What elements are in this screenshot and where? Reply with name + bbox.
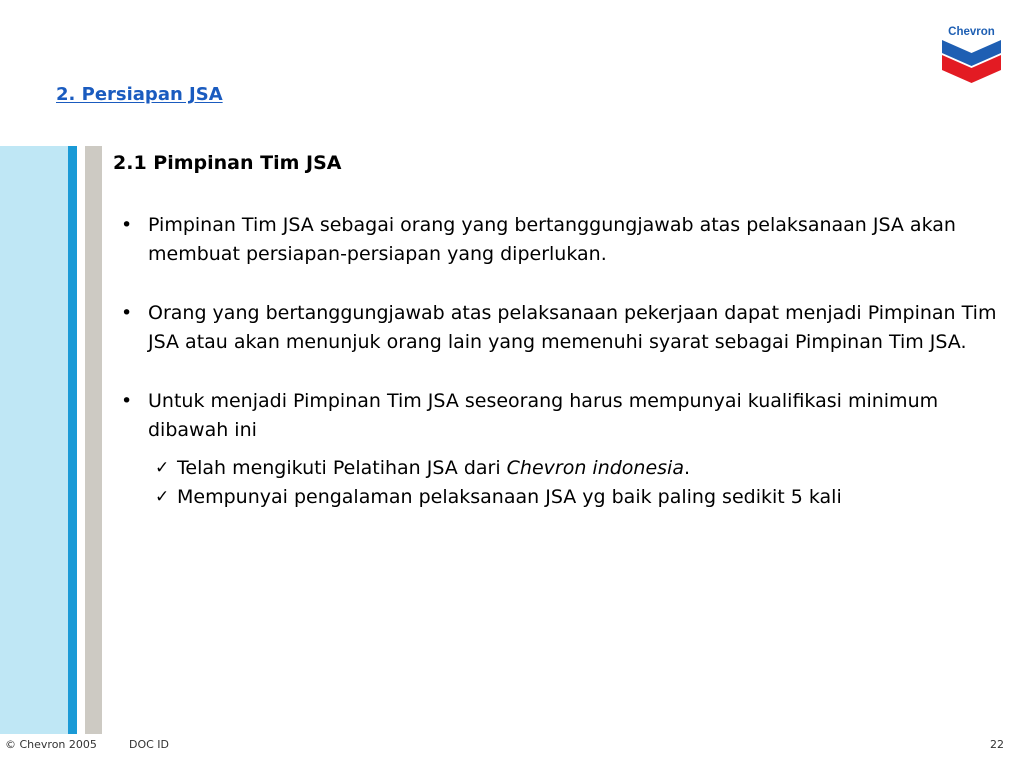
decor-band-light-blue [0,146,68,734]
requirement-text-prefix: Telah mengikuti Pelatihan JSA dari [177,457,507,479]
section-title: 2. Persiapan JSA [56,84,223,105]
checkmark-icon: ✓ [155,487,170,507]
bullet-text: Untuk menjadi Pimpinan Tim JSA seseorang harus mempunyai kualifikasi minimum dibawah ini [148,390,939,441]
logo-wordmark: Chevron [948,26,995,38]
footer-copyright: © Chevron 2005 [5,738,97,751]
footer-doc-id: DOC ID [129,738,170,751]
requirement-text-suffix: . [683,457,691,479]
chevron-logo [941,24,1002,84]
requirement-item [113,454,887,483]
requirement-emphasis: Chevron indonesia [506,457,684,479]
slide-content [113,148,997,512]
subtitle: 2.1 Pimpinan Tim JSA [113,152,342,174]
bullet-dot-icon: • [121,302,133,324]
requirement-list [113,454,983,512]
requirement-text: Mempunyai pengalaman pelaksanaan JSA yg baik paling sedikit 5 kali [177,486,842,508]
decor-band-gray [85,146,102,734]
bullet-text: Orang yang bertanggungjawab atas pelaksanaan pekerjaan dapat menjadi Pimpinan Tim JSA atau akan menunjuk orang lain yang memenuhi syarat sebagai Pimpinan Tim JSA. [148,302,997,353]
decor-band-blue [68,146,77,734]
bullet-item [113,299,1008,357]
bullet-dot-icon: • [121,390,133,412]
bullet-dot-icon: • [121,214,133,236]
requirement-item [113,483,887,512]
bullet-list [113,211,997,445]
bullet-item [113,387,1008,445]
checkmark-icon: ✓ [155,458,170,478]
bullet-item [113,211,1008,269]
bullet-text: Pimpinan Tim JSA sebagai orang yang bertanggungjawab atas pelaksanaan JSA akan membuat persiapan-persiapan yang diperlukan. [148,214,956,265]
page-number: 22 [990,738,1004,751]
